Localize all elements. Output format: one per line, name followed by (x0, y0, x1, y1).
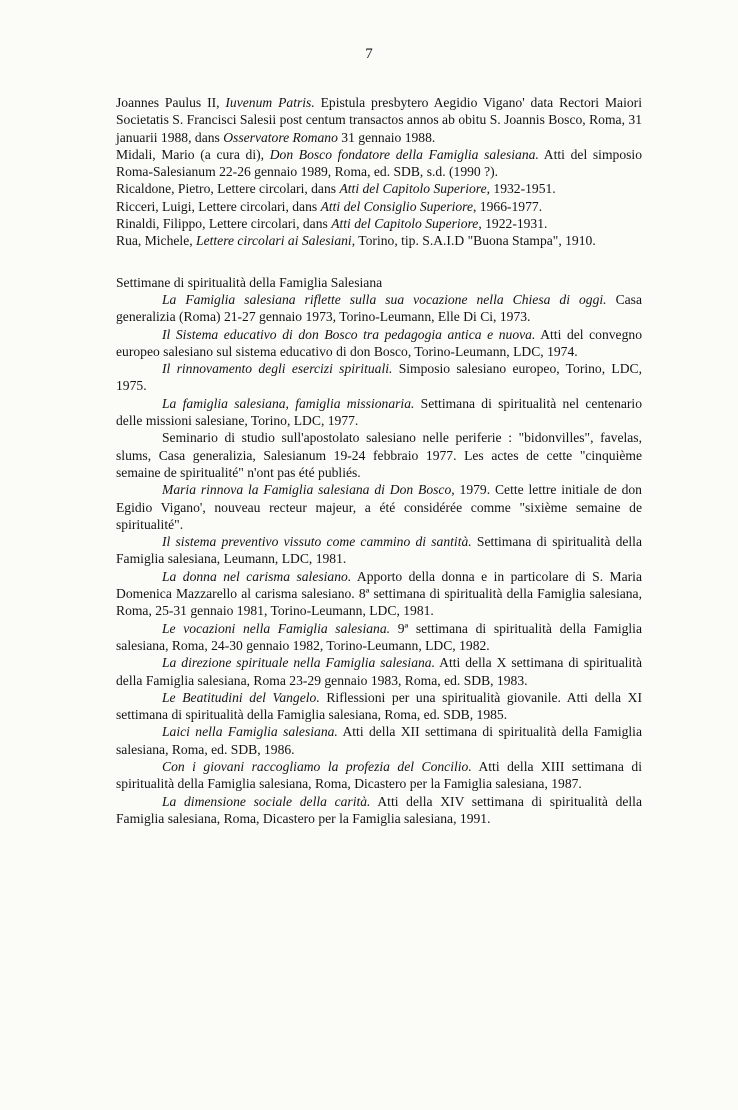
event-entry (116, 620, 642, 655)
bibliography-entry (116, 94, 642, 146)
event-details: , 1979. Cette lettre initiale de don Egidio Vigano', nouveau recteur majeur, a été considérée comme "sixième semaine de spiritualité". (116, 482, 642, 532)
event-entry (116, 793, 642, 828)
entry-title: Lettere circolari ai Salesiani (196, 233, 352, 249)
event-title: La dimensione sociale della carità. (162, 793, 371, 809)
event-title: Laici nella Famiglia salesiana. (162, 724, 338, 740)
entry-title-secondary: Osservatore Romano (223, 129, 338, 145)
event-details: Settimana di spiritualità della Famiglia salesiana, Leumann, LDC, 1981. (116, 534, 642, 567)
event-details: Seminario di studio sull'apostolato salesiano nelle periferie : "bidonvilles", favelas, slums, Casa generalizia, Salesianum 19-24 febbraio 1977. Les actes de cette "cinquième semaine de spiritualité" n'ont pas été publiés. (116, 430, 642, 480)
event-title: Le Beatitudini del Vangelo. (162, 689, 320, 705)
entry-title: Iuvenum Patris. (225, 95, 315, 110)
entry-author: Rua, Michele, (116, 233, 197, 249)
event-entry (116, 723, 642, 758)
event-title: Le vocazioni nella Famiglia salesiana. (162, 620, 391, 636)
event-entry (116, 689, 642, 724)
event-title: La direzione spirituale nella Famiglia salesiana. (162, 655, 435, 671)
event-entry (116, 654, 642, 689)
event-entry (116, 395, 642, 430)
event-details: Atti della X settimana di spiritualità della Famiglia salesiana, Roma 23-29 gennaio 1983, Roma, ed. SDB, 1983. (116, 655, 642, 688)
event-title: Il rinnovamento degli esercizi spirituali. (162, 361, 393, 377)
entry-details: , 1966-1977. (473, 198, 543, 214)
entry-author: Joannes Paulus II, (116, 95, 226, 110)
event-title: Maria rinnova la Famiglia salesiana di Don Bosco (162, 482, 452, 498)
event-details: Atti della XII settimana di spiritualità della Famiglia salesiana, Roma, ed. SDB, 1986. (116, 724, 642, 757)
entry-details: , 1922-1931. (478, 216, 548, 232)
entry-title: Atti del Consiglio Superiore (320, 198, 473, 214)
event-details: Settimana di spiritualità nel centenario delle missioni salesiane, Torino, LDC, 1977. (116, 395, 643, 429)
bibliography-list (116, 94, 642, 250)
bibliography-entry (116, 146, 642, 181)
event-title: Con i giovani raccogliamo la profezia del Concilio. (162, 758, 472, 774)
entry-details: Atti del simposio Roma-Salesianum 22-26 gennaio 1989, Roma, ed. SDB, s.d. (1990 ?). (116, 146, 642, 180)
event-details: Atti della XIII settimana di spiritualità della Famiglia salesiana, Roma, Dicastero per la Famiglia salesiana, 1987. (116, 758, 643, 792)
event-entry (116, 326, 642, 361)
event-title: La donna nel carisma salesiano. (162, 568, 352, 584)
entry-details: Epistula presbytero Aegidio Vigano' data Rectori Maiori Societatis S. Francisci Salesii post centum transactos annos ab obitu S. Joannis Bosco, Roma, 31 januarii 1988, dans (116, 95, 642, 145)
entry-author: Ricceri, Luigi, Lettere circolari, dans (116, 198, 321, 214)
event-title: Il sistema preventivo vissuto come cammino di santità. (162, 534, 472, 550)
entry-title: Atti del Capitolo Superiore (331, 216, 479, 232)
event-details: 9ª settimana di spiritualità della Famiglia salesiana, Roma, 24-30 gennaio 1982, Torino-Leumann, LDC, 1982. (116, 620, 642, 653)
entry-author: Midali, Mario (a cura di), (116, 146, 270, 162)
event-entry (116, 429, 642, 481)
event-entry (116, 360, 642, 395)
event-entry (116, 533, 642, 568)
event-title: La famiglia salesiana, famiglia missionaria. (162, 395, 415, 411)
event-details: Atti del convegno europeo salesiano sul sistema educativo di don Bosco, Torino-Leumann, LDC, 1974. (116, 326, 642, 359)
entry-details-secondary: 31 gennaio 1988. (337, 129, 436, 145)
event-title: Il Sistema educativo di don Bosco tra pedagogia antica e nuova. (162, 326, 536, 342)
entry-author: Rinaldi, Filippo, Lettere circolari, dans (116, 216, 332, 232)
entry-title: Don Bosco fondatore della Famiglia salesiana. (269, 146, 539, 162)
event-details: Simposio salesiano europeo, Torino, LDC, 1975. (116, 361, 642, 394)
event-details: Atti della XIV settimana di spiritualità della Famiglia salesiana, Roma, Dicastero per la Famiglia salesiana, 1991. (116, 793, 642, 826)
entry-author: Ricaldone, Pietro, Lettere circolari, dans (116, 181, 340, 197)
event-title: La Famiglia salesiana riflette sulla sua vocazione nella Chiesa di oggi. (162, 291, 607, 307)
event-entry (116, 568, 642, 620)
event-details: Casa generalizia (Roma) 21-27 gennaio 1973, Torino-Leumann, Elle Di Ci, 1973. (116, 291, 642, 325)
bibliography-entry (116, 198, 642, 215)
bibliography-entry (116, 180, 642, 197)
entry-title: Atti del Capitolo Superiore (339, 181, 487, 197)
event-entry (116, 758, 642, 793)
page-content (116, 94, 642, 827)
event-details: Apporto della donna e in particolare di S. Maria Domenica Mazzarello al carisma salesiano. 8ª settimana di spiritualità della Famiglia salesiana, Roma, 25-31 gennaio 1981, Torino-Leumann, LDC, 1981. (116, 568, 642, 619)
event-entry (116, 481, 642, 533)
section-heading: Settimane di spiritualità della Famiglia Salesiana (116, 274, 383, 290)
event-details: Riflessioni per una spiritualità giovanile. Atti della XI settimana di spiritualità della Famiglia salesiana, Roma, ed. SDB, 1985. (116, 689, 642, 723)
bibliography-entry (116, 215, 642, 232)
event-entry (116, 291, 642, 326)
bibliography-entry (116, 232, 642, 249)
page-number: 7 (365, 46, 373, 62)
entry-details: , Torino, tip. S.A.I.D "Buona Stampa", 1910. (351, 233, 596, 249)
spirituality-weeks-list (116, 291, 642, 827)
entry-details: , 1932-1951. (486, 181, 556, 197)
